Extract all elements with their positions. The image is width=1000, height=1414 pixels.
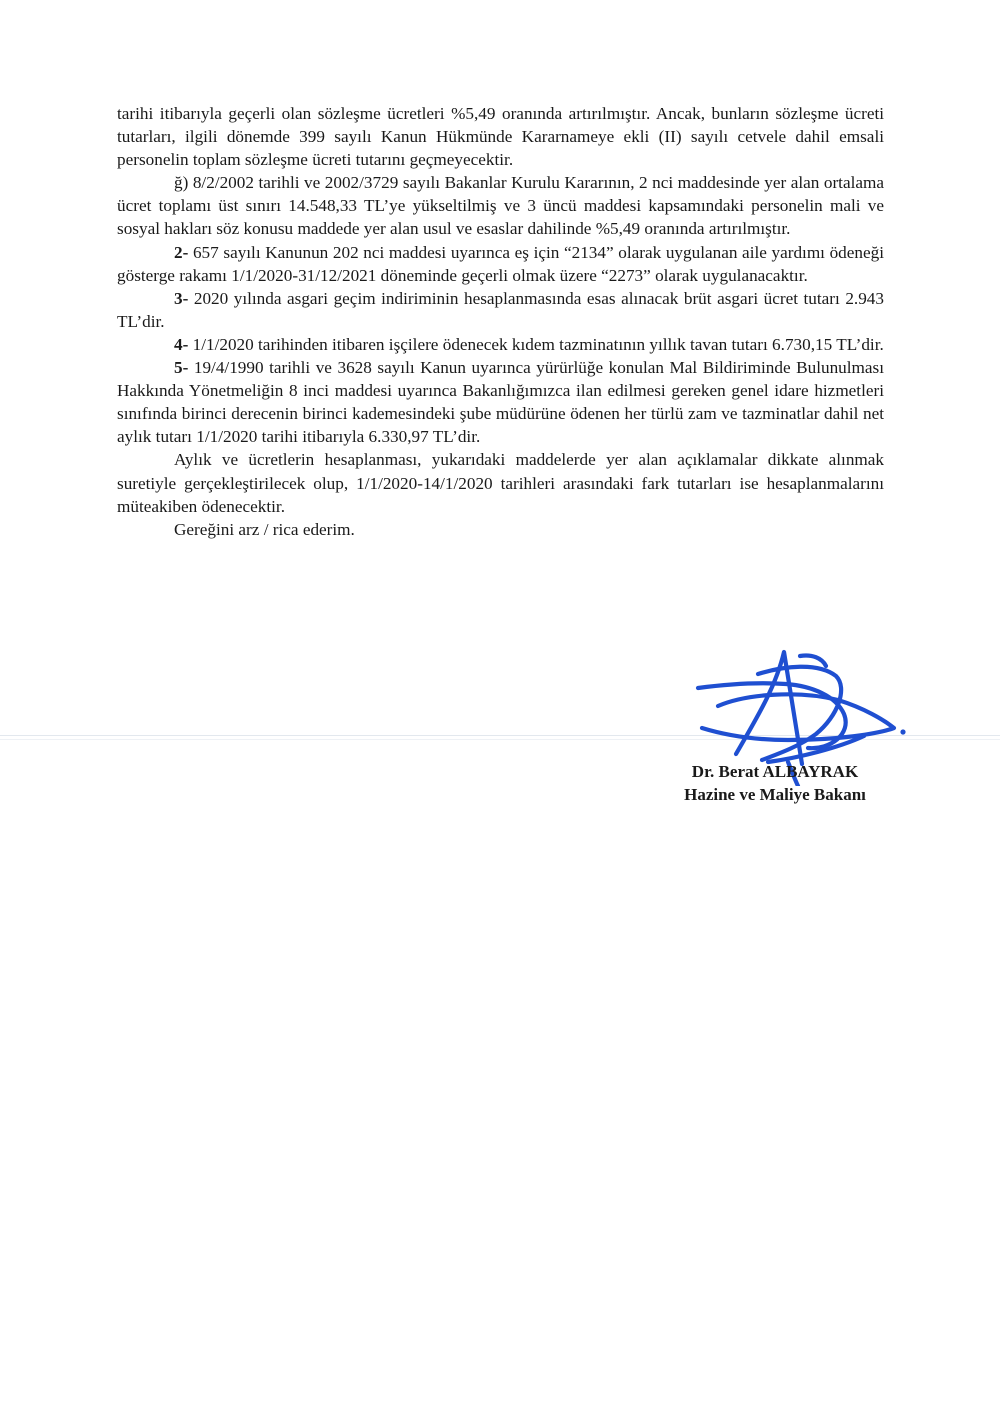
document-body [117,102,884,541]
paragraph-item-3 [117,287,884,333]
paragraph-text: 657 sayılı Kanunun 202 nci maddesi uyarınca eş için “2134” olarak uygulanan aile yardımı ödeneği gösterge rakamı 1/1/2020-31/12/2021 döneminde geçerli olmak üzere “2273” olarak uygulanacaktır. [117,242,884,285]
item-number: 3- [174,288,189,308]
paragraph-text: tarihi itibarıyla geçerli olan sözleşme ücretleri %5,49 oranında artırılmıştır. Ancak, bunların sözleşme ücreti tutarları, ilgili dönemde 399 sayılı Kanun Hükmünde Kararnameye ekli (II) sayılı cetvele dahil emsali personelin toplam sözleşme ücreti tutarını geçmeyecektir. [117,104,884,170]
paragraph-text: 1/1/2020 tarihinden itibaren işçilere ödenecek kıdem tazminatının yıllık tavan tutarı 6.730,15 TL’dir. [188,334,884,354]
paragraph-continued [117,102,884,171]
paragraph-closing [117,448,884,517]
paragraph-text: 2020 yılında asgari geçim indiriminin hesaplanmasında esas alınacak brüt asgari ücret tutarı 2.943 TL’dir. [117,288,884,331]
signer-block [660,760,890,806]
paragraph-item-4 [117,333,884,356]
item-number: 4- [174,334,189,354]
item-number: 5- [174,358,189,378]
paragraph-text: Aylık ve ücretlerin hesaplanması, yukarıdaki maddelerde yer alan açıklamalar dikkate alınmak suretiyle gerçekleştirilecek olup, 1/1/2020-14/1/2020 tarihleri arasındaki fark tutarları ise hesaplanmalarını müteakiben ödenecektir. [117,450,884,516]
paragraph-item-2 [117,241,884,287]
signer-title: Hazine ve Maliye Bakanı [684,785,866,804]
item-number: 2- [174,242,189,262]
paragraph-text: 19/4/1990 tarihli ve 3628 sayılı Kanun uyarınca yürürlüğe konulan Mal Bildiriminde Bulunulması Hakkında Yönetmeliğin 8 inci maddesi uyarınca Bakanlığımızca ilan edilmesi gereken genel idare hizmetleri sınıfında birinci derecenin birinci kademesindeki şube müdürüne ödenen her türlü zam ve tazminatlar dahil net aylık tutarı 1/1/2020 tarihi itibarıyla 6.330,97 TL’dir. [117,358,884,447]
paragraph-text: Gereğini arz / rica ederim. [174,519,355,539]
paragraph-text: ğ) 8/2/2002 tarihli ve 2002/3729 sayılı Bakanlar Kurulu Kararının, 2 nci maddesinde yer alan ortalama ücret toplamı üst sınırı 14.548,33 TL’ye yükseltilmiş ve 3 üncü maddesi kapsamındaki personelin mali ve sosyal hakları söz konusu maddede yer alan usul ve esaslar dahilinde %5,49 oranında artırılmıştır. [117,173,884,239]
signer-name: Dr. Berat ALBAYRAK [691,762,859,781]
paragraph-regards [117,518,884,541]
paragraph-item-5 [117,356,884,448]
paragraph-item-g [117,171,884,240]
